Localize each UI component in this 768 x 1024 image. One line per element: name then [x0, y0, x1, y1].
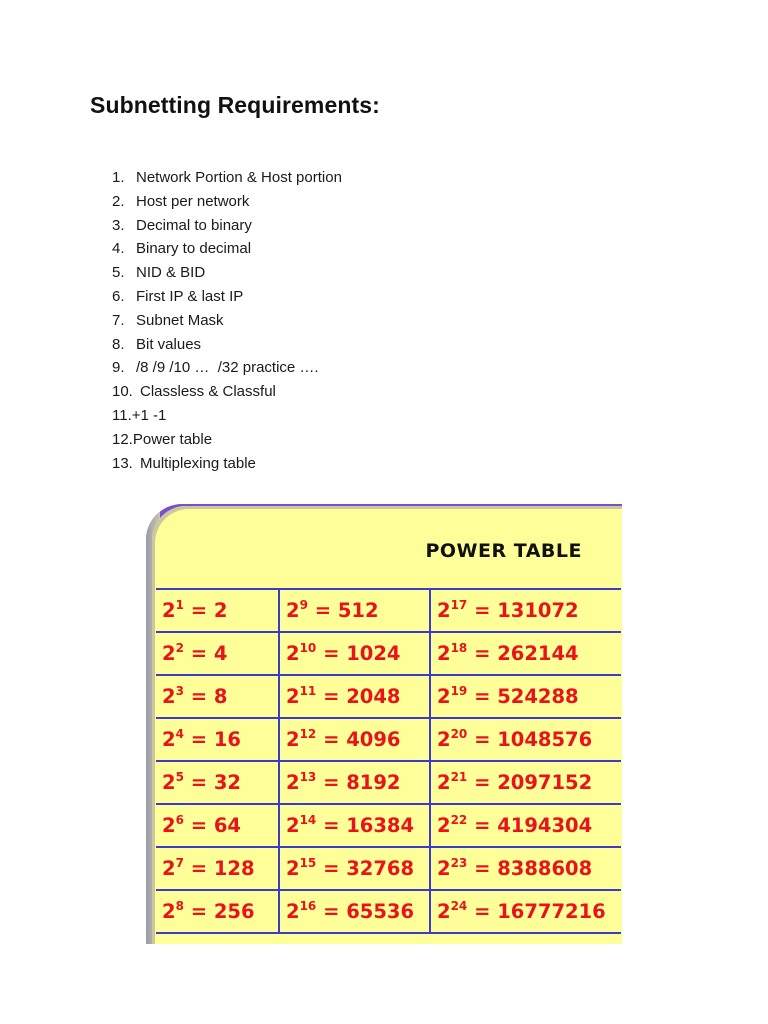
power-cell	[430, 589, 621, 632]
power-base: 2	[437, 685, 451, 708]
list-number: 5.	[112, 264, 125, 282]
power-value: 524288	[497, 685, 579, 708]
equals-sign: =	[316, 728, 347, 751]
power-table-title: POWER TABLE	[425, 540, 582, 562]
power-table-panel	[152, 506, 622, 944]
equals-sign: =	[467, 642, 498, 665]
power-exponent: 7	[175, 856, 184, 870]
list-number: 3.	[112, 216, 125, 234]
power-value: 128	[213, 857, 255, 880]
power-exponent: 5	[175, 770, 184, 784]
list-item	[112, 214, 342, 238]
list-text: Power table	[132, 430, 213, 448]
list-text: Classless & Classful	[140, 383, 276, 401]
equals-sign: =	[467, 599, 498, 622]
power-exponent: 22	[450, 813, 468, 827]
power-exponent: 2	[175, 641, 184, 655]
list-item	[112, 380, 342, 404]
power-value: 4096	[346, 728, 401, 751]
power-base: 2	[162, 642, 176, 665]
equals-sign: =	[183, 857, 214, 880]
power-cell	[156, 761, 279, 804]
equals-sign: =	[467, 857, 498, 880]
list-item	[112, 428, 342, 452]
table-row	[156, 675, 621, 718]
power-table	[156, 588, 621, 934]
power-base: 2	[437, 771, 451, 794]
power-base: 2	[286, 685, 300, 708]
list-number: 2.	[112, 192, 125, 210]
power-table-graphic	[146, 504, 622, 944]
power-base: 2	[286, 814, 300, 837]
power-exponent: 8	[175, 899, 184, 913]
power-cell	[156, 718, 279, 761]
power-exponent: 17	[450, 598, 468, 612]
power-cell	[279, 675, 430, 718]
power-base: 2	[286, 728, 300, 751]
power-value: 256	[213, 900, 255, 923]
power-value: 16	[213, 728, 241, 751]
power-exponent: 11	[299, 684, 317, 698]
power-cell	[156, 675, 279, 718]
equals-sign: =	[467, 771, 498, 794]
list-item	[112, 261, 342, 285]
list-number: 9.	[112, 359, 125, 377]
list-number: 11.	[112, 406, 132, 424]
power-cell	[156, 890, 279, 933]
power-cell	[279, 589, 430, 632]
equals-sign: =	[316, 685, 347, 708]
table-row	[156, 632, 621, 675]
power-exponent: 20	[450, 727, 468, 741]
power-base: 2	[437, 814, 451, 837]
list-text: Bit values	[136, 335, 202, 353]
power-value: 2	[213, 599, 228, 622]
list-item	[112, 237, 342, 261]
equals-sign: =	[316, 642, 347, 665]
power-base: 2	[437, 642, 451, 665]
equals-sign: =	[183, 771, 214, 794]
list-text: NID & BID	[136, 264, 206, 282]
power-base: 2	[162, 728, 176, 751]
power-base: 2	[162, 685, 176, 708]
equals-sign: =	[183, 900, 214, 923]
list-item	[112, 190, 342, 214]
power-base: 2	[162, 814, 176, 837]
list-text: Subnet Mask	[136, 311, 224, 329]
list-text: +1 -1	[131, 406, 167, 424]
power-value: 1048576	[497, 728, 593, 751]
power-cell	[430, 890, 621, 933]
list-text: Decimal to binary	[136, 216, 252, 234]
power-value: 1024	[346, 642, 401, 665]
power-cell	[430, 718, 621, 761]
power-value: 8192	[346, 771, 401, 794]
power-base: 2	[286, 857, 300, 880]
equals-sign: =	[307, 599, 338, 622]
power-value: 32	[213, 771, 241, 794]
power-base: 2	[162, 771, 176, 794]
power-value: 262144	[497, 642, 579, 665]
list-item	[112, 166, 342, 190]
power-value: 131072	[497, 599, 579, 622]
power-exponent: 21	[450, 770, 468, 784]
power-base: 2	[286, 900, 300, 923]
equals-sign: =	[467, 728, 498, 751]
equals-sign: =	[316, 900, 347, 923]
power-base: 2	[162, 900, 176, 923]
list-number: 4.	[112, 240, 125, 258]
power-exponent: 3	[175, 684, 184, 698]
power-cell	[279, 847, 430, 890]
table-row	[156, 718, 621, 761]
table-row	[156, 589, 621, 632]
power-exponent: 15	[299, 856, 317, 870]
power-value: 8388608	[497, 857, 593, 880]
power-exponent: 6	[175, 813, 184, 827]
power-exponent: 14	[299, 813, 317, 827]
power-cell	[156, 804, 279, 847]
list-item	[112, 452, 342, 476]
list-number: 6.	[112, 287, 125, 305]
list-number: 8.	[112, 335, 125, 353]
power-value: 64	[213, 814, 241, 837]
power-base: 2	[437, 857, 451, 880]
power-cell	[430, 675, 621, 718]
power-cell	[430, 761, 621, 804]
equals-sign: =	[316, 771, 347, 794]
equals-sign: =	[183, 685, 214, 708]
list-text: First IP & last IP	[136, 287, 244, 305]
power-cell	[279, 761, 430, 804]
power-base: 2	[286, 771, 300, 794]
power-exponent: 4	[175, 727, 184, 741]
list-number: 12.	[112, 430, 133, 448]
equals-sign: =	[316, 857, 347, 880]
table-row	[156, 761, 621, 804]
requirements-list	[112, 166, 342, 475]
list-number: 13.	[112, 454, 133, 472]
list-item	[112, 333, 342, 357]
list-item	[112, 404, 342, 428]
power-base: 2	[162, 599, 176, 622]
power-cell	[279, 804, 430, 847]
power-exponent: 24	[450, 899, 468, 913]
power-base: 2	[286, 599, 300, 622]
power-base: 2	[437, 599, 451, 622]
list-text: /8 /9 /10 … /32 practice ….	[136, 359, 319, 377]
list-number: 10.	[112, 383, 133, 401]
power-value: 16384	[346, 814, 415, 837]
power-exponent: 19	[450, 684, 468, 698]
table-row	[156, 890, 621, 933]
power-exponent: 1	[175, 598, 184, 612]
power-cell	[279, 632, 430, 675]
power-value: 2048	[346, 685, 401, 708]
power-exponent: 9	[299, 598, 308, 612]
equals-sign: =	[183, 642, 214, 665]
power-cell	[156, 632, 279, 675]
table-row	[156, 847, 621, 890]
power-value: 65536	[346, 900, 415, 923]
list-text: Host per network	[136, 192, 250, 210]
list-text: Multiplexing table	[140, 454, 256, 472]
power-base: 2	[286, 642, 300, 665]
power-value: 32768	[346, 857, 415, 880]
list-text: Binary to decimal	[136, 240, 252, 258]
page-title: Subnetting Requirements:	[90, 92, 380, 118]
equals-sign: =	[183, 728, 214, 751]
list-number: 1.	[112, 169, 125, 186]
power-cell	[430, 847, 621, 890]
list-text: Network Portion & Host portion	[136, 169, 342, 186]
list-number: 7.	[112, 311, 125, 329]
equals-sign: =	[183, 814, 214, 837]
list-item	[112, 309, 342, 333]
power-cell	[156, 589, 279, 632]
power-value: 4194304	[497, 814, 593, 837]
power-cell	[279, 890, 430, 933]
power-value: 8	[213, 685, 228, 708]
power-exponent: 12	[299, 727, 317, 741]
power-exponent: 18	[450, 641, 468, 655]
power-value: 16777216	[497, 900, 606, 923]
equals-sign: =	[467, 900, 498, 923]
power-value: 512	[337, 599, 379, 622]
power-cell	[156, 847, 279, 890]
power-base: 2	[437, 900, 451, 923]
list-item	[112, 285, 342, 309]
power-base: 2	[437, 728, 451, 751]
power-base: 2	[162, 857, 176, 880]
table-row	[156, 804, 621, 847]
power-cell	[279, 718, 430, 761]
power-exponent: 23	[450, 856, 468, 870]
power-value: 4	[213, 642, 228, 665]
power-exponent: 10	[299, 641, 317, 655]
power-cell	[430, 804, 621, 847]
equals-sign: =	[316, 814, 347, 837]
power-value: 2097152	[497, 771, 593, 794]
list-item	[112, 356, 342, 380]
power-exponent: 13	[299, 770, 317, 784]
equals-sign: =	[467, 685, 498, 708]
equals-sign: =	[183, 599, 214, 622]
equals-sign: =	[467, 814, 498, 837]
power-exponent: 16	[299, 899, 317, 913]
power-cell	[430, 632, 621, 675]
